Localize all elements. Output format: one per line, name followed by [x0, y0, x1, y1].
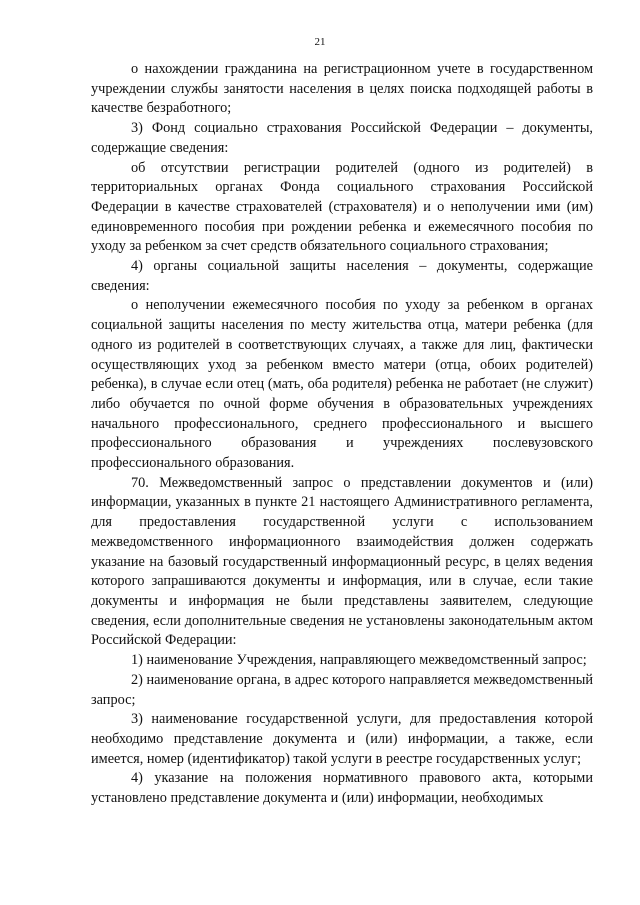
document-body [91, 60, 593, 809]
list-item-1-institution-name: 1) наименование Учреждения, направляющего межведомственный запрос; [131, 652, 587, 669]
paragraph-item-4-social-protection: 4) органы социальной защиты населения – документы, содержащие сведения: [91, 258, 593, 294]
paragraph-parents-registration: об отсутствии регистрации родителей (одного из родителей) в территориальных органах Фонда социального страхования Российской Федерации в качестве страхователей (страхователя) и о неполучении ими (им) единовременного пособия при рождении ребенка и ежемесячного пособия по уходу за ребенком за счет средств обязательного социального страхования; [91, 159, 593, 255]
paragraph-70-interagency-request: 70. Межведомственный запрос о представлении документов и (или) информации, указанных в пункте 21 настоящего Административного регламента, для предоставления государственной услуги с использованием межведомственного информационного взаимодействия должен содержать указание на базовый государственный информационный ресурс, в целях ведения которого запрашиваются документы и информация, или в случае, если такие документы и информация не были представлены заявителем, следующие сведения, если дополнительные сведения не установлены законодательным актом Российской Федерации: [91, 474, 593, 649]
list-item-3-service-name: 3) наименование государственной услуги, для предоставления которой необходимо представление документа и (или) информации, а также, если имеется, номер (идентификатор) такой услуги в реестре государственных услуг; [91, 711, 593, 767]
paragraph-childcare-allowance: о неполучении ежемесячного пособия по уходу за ребенком в органах социальной защиты населения по месту жительства отца, матери ребенка (для одного из родителей в соответствующих случаях, а также для лиц, фактически осуществляющих уход за ребенком вместо матери (отца, обоих родителей) ребенка), в случае если отец (мать, оба родителя) ребенка не работает (не служит) либо обучается по очной форме обучения в образовательных учреждениях начального профессионального, среднего профессионального и высшего профессионального образования и учреждениях послевузовского профессионального образования. [91, 297, 593, 472]
list-item-4-legal-provisions: 4) указание на положения нормативного правового акта, которыми установлено представление документа и (или) информации, необходимых [91, 770, 593, 807]
page-number: 21 [314, 36, 326, 48]
paragraph-item-3-social-insurance: 3) Фонд социально страхования Российской Федерации – документы, содержащие сведения: [91, 120, 593, 156]
list-item-2-recipient-authority: 2) наименование органа, в адрес которого направляется межведомственный запрос; [91, 671, 593, 708]
paragraph-registration-record: о нахождении гражданина на регистрационном учете в государственном учреждении службы занятости населения в целях поиска подходящей работы в качестве безработного; [91, 61, 593, 117]
